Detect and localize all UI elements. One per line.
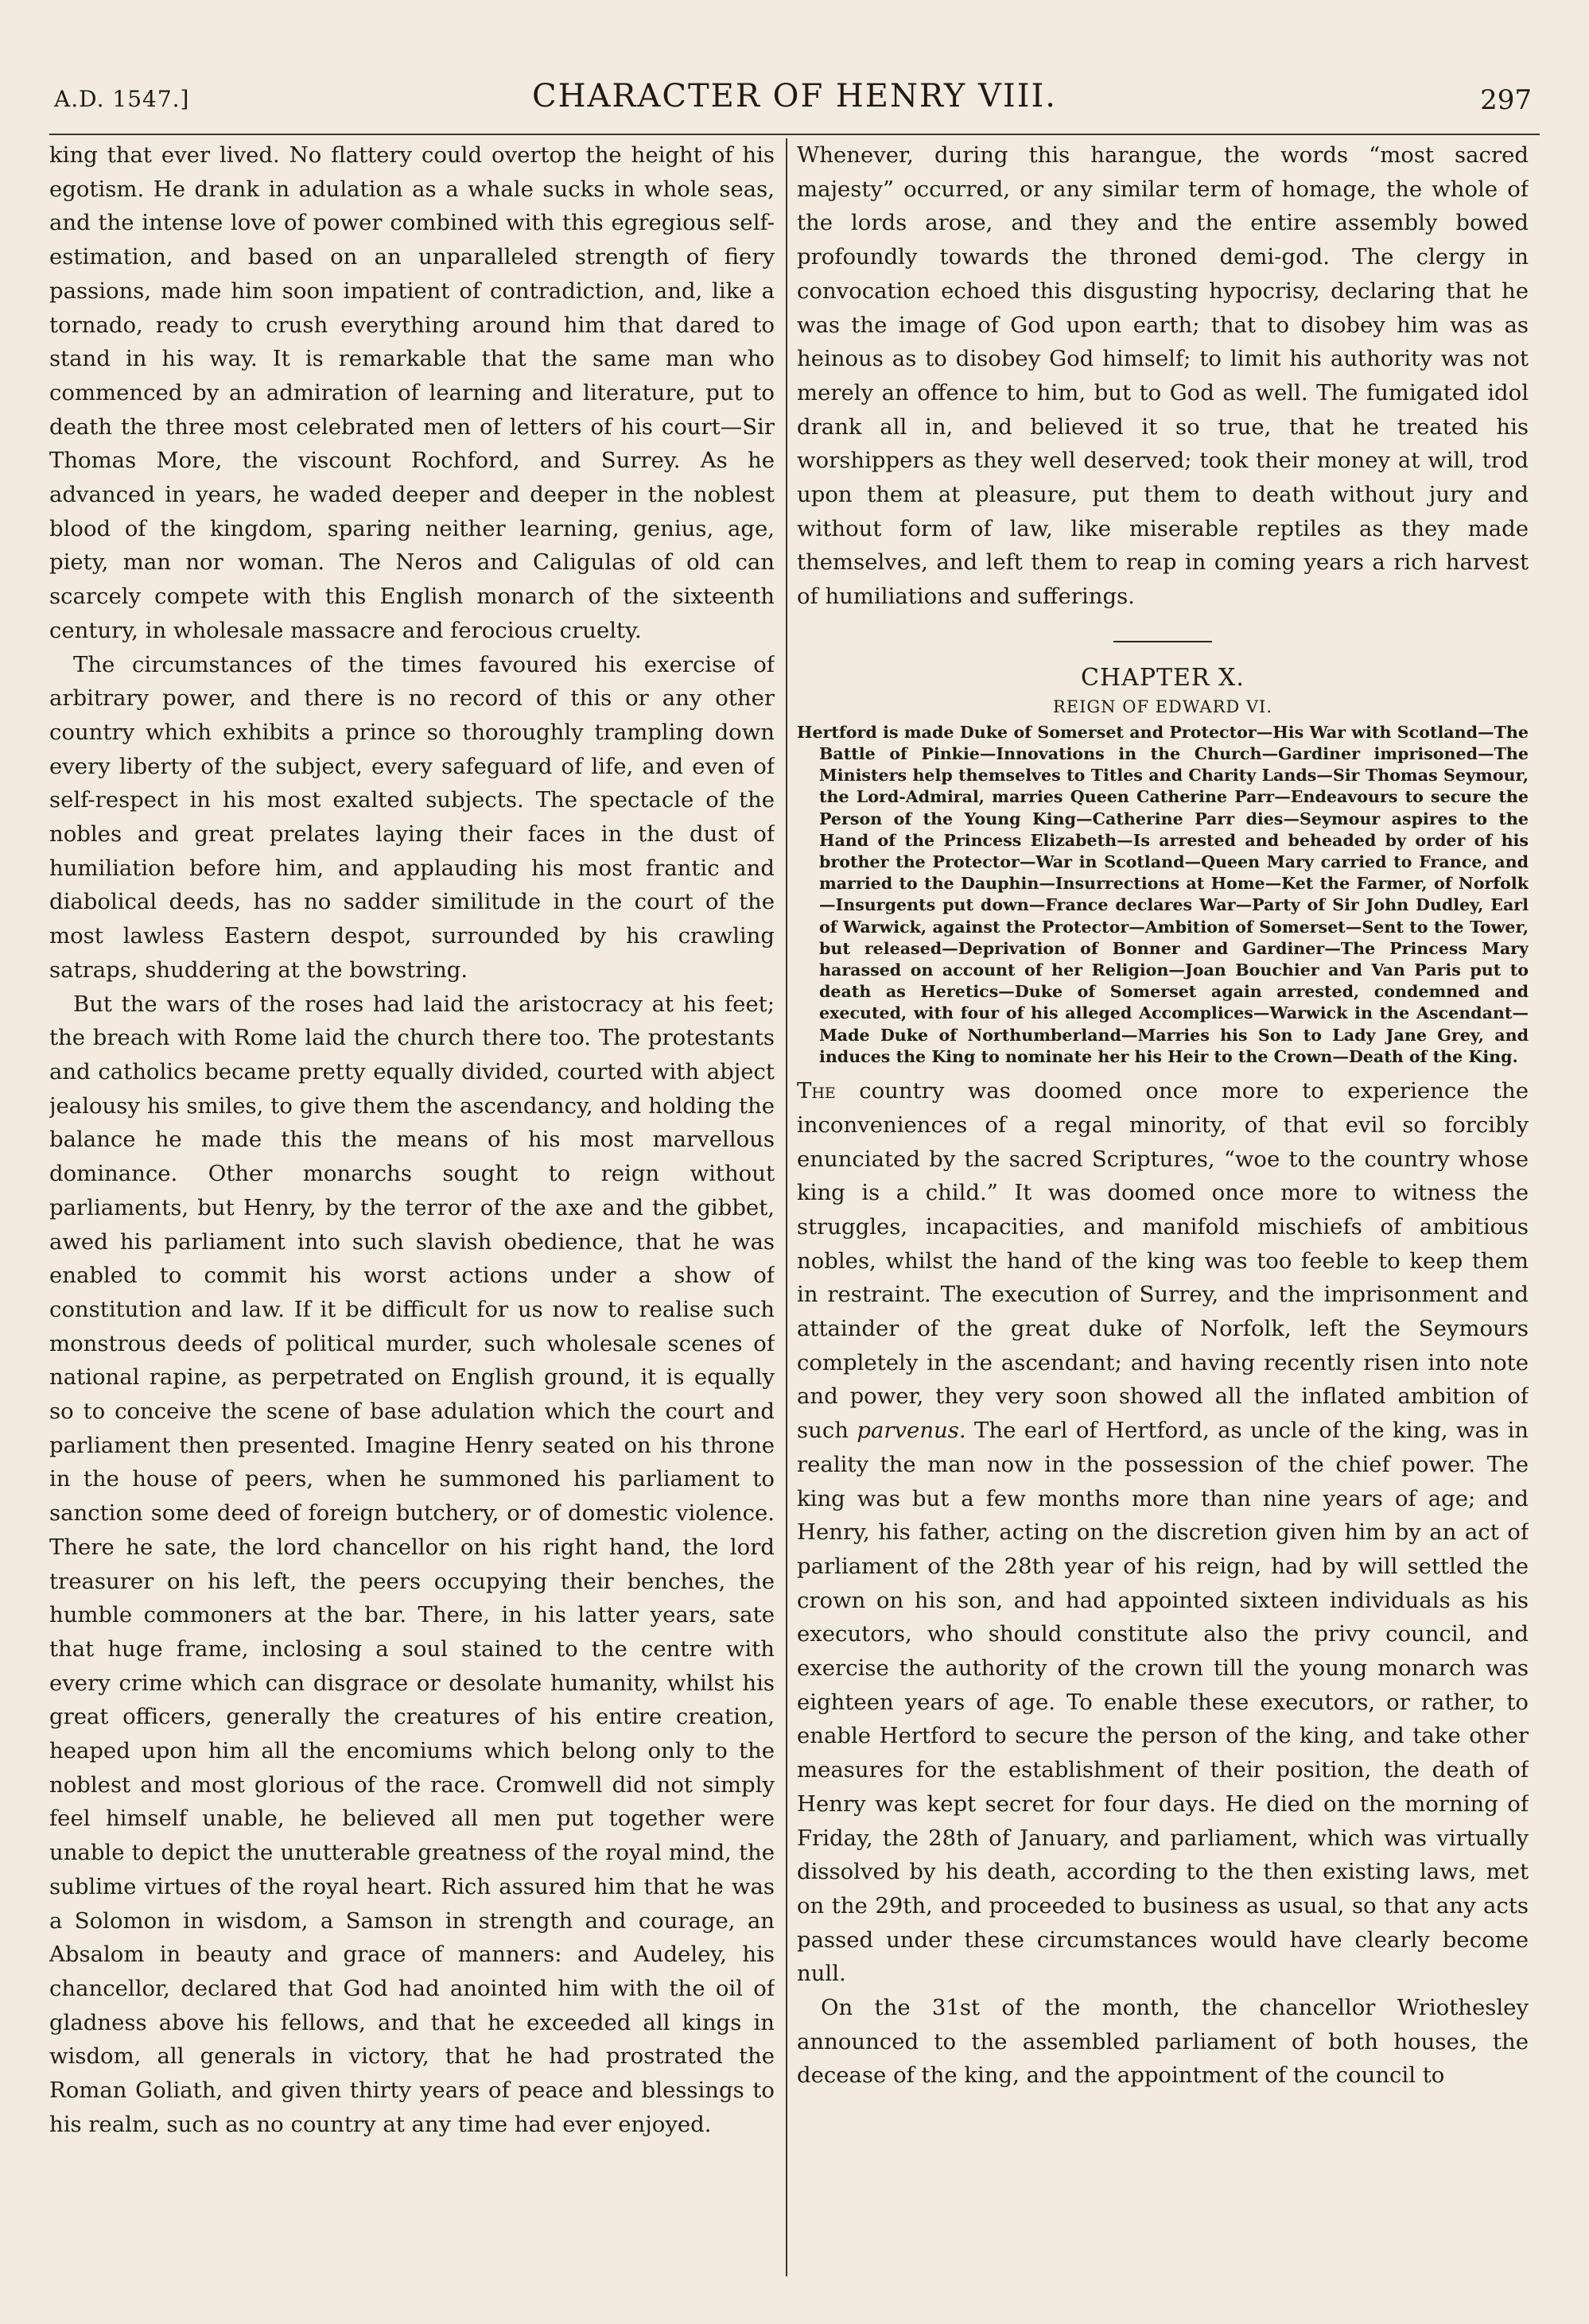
italic-word: parvenus. [857, 1418, 966, 1444]
right-paragraph-1: Whenever, during this harangue, the words “most sacred majesty” occurred, or any similar term of homage, the whole of the lords arose, and they and the entire assembly bowed profoundly towards the throned demi-god. The clergy in convocation echoed this disgusting hypocrisy, declaring that he was the image of God upon earth; that to disobey him was as heinous as to disobey God himself; to limit his authority was not merely an offence to him, but to God as well. The fumigated idol drank all in, and believed it so true, that he treated his worshippers as they well deserved; took their money at will, trod upon them at pleasure, put them to death without jury and without form of law, like miserable reptiles as they made themselves, and left them to reap in coming years a rich harvest of humiliations and sufferings. [797, 142, 1529, 610]
page-number: 297 [1480, 84, 1532, 116]
left-paragraph-3: But the wars of the roses had laid the aristocracy at his feet; the breach with Rome laid the church there too. The protestants and catholics became pretty equally divided, courted with abject jealousy his smiles, to give them the ascendancy, and holding the balance he made this the means of his most marvellous dominance. Other monarchs sought to reign without parliaments, but Henry, by the terror of the axe and the gibbet, awed his parliament into such slavish obedience, that he was enabled to commit his worst actions under a show of constitution and law. If it be difficult for us now to realise such monstrous deeds of political murder, such wholesale scenes of national rapine, as perpetrated on English ground, it is equally so to conceive the scene of base adulation which the court and parliament then presented. Imagine Henry seated on his throne in the house of peers, when he summoned his parliament to sanction some deed of foreign butchery, or of domestic violence. There he sate, the lord chancellor on his right hand, the lord treasurer on his left, the peers occupying their benches, the humble commoners at the bar. There, in his latter years, sate that huge frame, inclosing a soul stained to the centre with every crime which can disgrace or desolate humanity, whilst his great officers, generally the creatures of his entire creation, heaped upon him all the encomiums which belong only to the noblest and most glorious of the race. Cromwell did not simply feel himself unable, he believed all men put together were unable to depict the unutterable greatness of the royal mind, the sublime virtues of the royal heart. Rich assured him that he was a Solomon in wisdom, a Samson in strength and courage, an Absalom in beauty and grace of manners: and Audeley, his chancellor, declared that God had anointed him with the oil of gladness above his fellows, and that he exceeded all kings in wisdom, all generals in victory, that he had prostrated the Roman Goliath, and given thirty years of peace and blessings to his realm, such as no country at any time had ever enjoyed. [49, 991, 775, 2137]
right-column [797, 138, 1529, 2276]
right-paragraph-3: On the 31st of the month, the chancellor Wriothesley announced to the assembled parliament of both houses, the decease of the king, and the appointment of the council to [797, 1995, 1529, 2089]
drop-word: The [797, 1078, 836, 1104]
chapter-synopsis: Hertford is made Duke of Somerset and Protector—His War with Scotland—The Battle of Pinkie—Innovations in the Church—Gardiner imprisoned—The Ministers help themselves to Titles and Charity Lands—Sir Thomas Seymour, the Lord-Admiral, marries Queen Catherine Parr—Endeavours to secure the Person of the Young King—Catherine Parr dies—Seymour aspires to the Hand of the Princess Elizabeth—Is arrested and beheaded by order of his brother the Protector—War in Scotland—Queen Mary carried to France, and married to the Dauphin—Insurrections at Home—Ket the Farmer, of Norfolk—Insurgents put down—France declares War—Party of Sir John Dudley, Earl of Warwick, against the Protector—Ambition of Somerset—Sent to the Tower, but released—Deprivation of Bonner and Gardiner—The Princess Mary harassed on account of her Religion—Joan Bouchier and Van Paris put to death as Heretics—Duke of Somerset again arrested, condemned and executed, with four of his alleged Accomplices—Warwick in the Ascendant—Made Duke of Northumberland—Marries his Son to Lady Jane Grey, and induces the King to nominate her his Heir to the Crown—Death of the King. [797, 722, 1529, 1066]
page-title: CHARACTER OF HENRY VIII. [531, 78, 1058, 114]
right-paragraph-2-end: The earl of Hertford, as uncle of the king, was in reality the man now in the possession of the chief power. The king was but a few months more than nine years of age; and Henry, his father, acting on the discretion given him by an act of parliament of the 28th year of his reign, had by will settled the crown on his son, and had appointed sixteen individuals as his executors, who should constitute also the privy council, and exercise the authority of the crown till the young monarch was eighteen years of age. To enable these executors, or rather, to enable Hertford to secure the person of the king, and take other measures for the establishment of their position, the death of Henry was kept secret for four days. He died on the morning of Friday, the 28th of January, and parliament, which was virtually dissolved by his death, according to the then existing laws, met on the 29th, and proceeded to business as usual, so that any acts passed under these circumstances would have clearly become null. [797, 1418, 1529, 1987]
left-paragraph-2: The circumstances of the times favoured his exercise of arbitrary power, and there is no record of this or any other country which exhibits a prince so thoroughly trampling down every liberty of the subject, every safeguard of life, and even of self-respect in his most exalted subjects. The spectacle of the nobles and great prelates laying their faces in the dust of humiliation before him, and applauding his most frantic and diabolical deeds, has no sadder similitude in the court of the most lawless Eastern despot, surrounded by his crawling satraps, shuddering at the bowstring. [49, 651, 775, 983]
running-head [49, 78, 1540, 126]
chapter-subtitle: REIGN OF EDWARD VI. [1052, 696, 1273, 716]
left-paragraph-1: king that ever lived. No flattery could overtop the height of his egotism. He drank in adulation as a whale sucks in whole seas, and the intense love of power combined with this egregious self-estimation, and based on an unparalleled strength of fiery passions, made him soon impatient of contradiction, and, like a tornado, ready to crush everything around him that dared to stand in his way. It is remarkable that the same man who commenced by an admiration of learning and literature, put to death the three most celebrated men of letters of his court—Sir Thomas More, the viscount Rochford, and Surrey. As he advanced in years, he waded deeper and deeper in the noblest blood of the kingdom, sparing neither learning, genius, age, piety, man nor woman. The Neros and Caligulas of old can scarcely compete with this English monarch of the sixteenth century, in wholesale massacre and ferocious cruelty. [49, 142, 775, 643]
left-column [49, 138, 775, 2276]
header-date: A.D. 1547.] [54, 86, 190, 112]
right-paragraph-2 [797, 1074, 1529, 1991]
right-paragraph-2-text: country was doomed once more to experience the inconveniences of a regal minority, of that evil so forcibly enunciated by the sacred Scriptures, “woe to the country whose king is a child.” It was doomed once more to witness the struggles, incapacities, and manifold mischiefs of ambitious nobles, whilst the hand of the king was too feeble to keep them in restraint. The execution of Surrey, and the imprisonment and attainder of the great duke of Norfolk, left the Seymours completely in the ascendant; and having recently risen into note and power, they very soon showed all the inflated ambition of such [797, 1078, 1529, 1444]
chapter-title: CHAPTER X. [1081, 663, 1245, 692]
chapter-rule [1113, 641, 1212, 642]
header-rule [49, 134, 1540, 135]
column-divider [786, 138, 787, 2276]
